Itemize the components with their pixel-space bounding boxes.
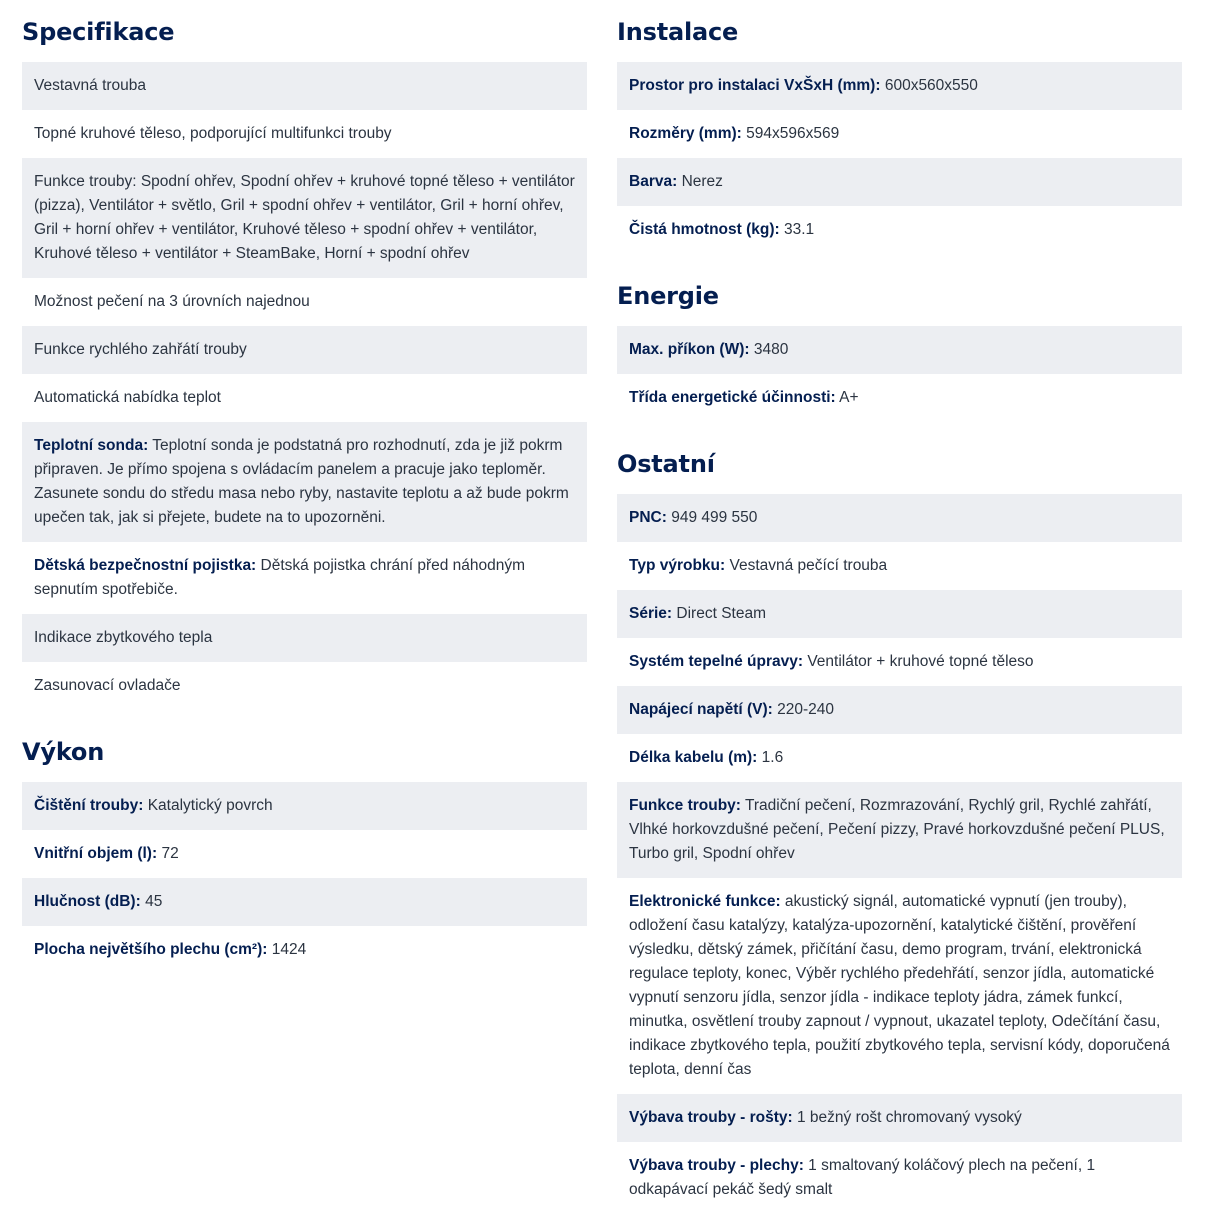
spec-label: Dětská bezpečnostní pojistka: [34,557,257,574]
spec-row [617,638,1182,686]
spec-label: Série: [629,605,673,622]
spec-value: Vestavná pečící trouba [729,557,888,574]
section-title: Specifikace [22,18,175,46]
spec-label: Max. příkon (W): [629,341,750,358]
spec-value: 1.6 [761,749,784,766]
spec-row [617,62,1182,110]
spec-row [22,542,587,614]
spec-row [22,278,587,326]
spec-value: Vestavná trouba [34,77,147,94]
section-title: Výkon [22,738,105,766]
spec-row [617,542,1182,590]
spec-value: Indikace zbytkového tepla [34,629,213,646]
spec-label: Prostor pro instalaci VxŠxH (mm): [629,77,881,94]
spec-label: Systém tepelné úpravy: [629,653,804,670]
section-specifikace [22,0,587,710]
spec-list [22,62,587,710]
section-vykon [22,710,587,974]
left-column [22,0,587,974]
spec-value: Topné kruhové těleso, podporující multifunkci trouby [34,125,392,142]
spec-row [617,326,1182,374]
spec-value: Dětská pojistka chrání před náhodným sepnutím spotřebiče. [34,557,526,598]
spec-value: Automatická nabídka teplot [34,389,221,406]
spec-label: Třída energetické účinnosti: [629,389,836,406]
spec-list [22,782,587,974]
spec-value: Funkce trouby: Spodní ohřev, Spodní ohřev + kruhové topné těleso + ventilátor (pizza), Ventilátor + světlo, Gril + spodní ohřev + ventilátor, Gril + horní ohřev, Gril + horní ohřev + ventilátor, Kruhové těleso + spodní ohřev + ventilátor, Kruhové těleso + ventilátor + SteamBake, Horní + spodní ohřev [34,173,575,262]
spec-value: akustický signál, automatické vypnutí (jen trouby), odložení času katalýzy, katalýza-upozornění, katalytické čištění, prověření výsledku, dětský zámek, přičítání času, demo program, trvání, elektronická regulace teploty, konec, Výběr rychlého předehřátí, senzor jídla, automatické vypnutí senzoru jídla, senzor jídla - indikace teploty jádra, zámek funkcí, minutka, osvětlení trouby zapnout / vypnout, ukazatel teploty, Odečítání času, indikace zbytkového tepla, použití zbytkového tepla, servisní kódy, doporučená teplota, denní čas [629,893,1170,1078]
spec-value: 594x596x569 [746,125,840,142]
spec-list [617,62,1182,254]
spec-label: Hlučnost (dB): [34,893,141,910]
spec-value: 1 bežný rošt chromovaný vysoký [796,1109,1022,1126]
spec-row [22,662,587,710]
spec-row [22,158,587,278]
spec-value: 72 [161,845,179,862]
spec-label: Napájecí napětí (V): [629,701,773,718]
spec-value: Katalytický povrch [147,797,273,814]
spec-label: Čištění trouby: [34,797,144,814]
section-energie [617,254,1182,422]
spec-value: Ventilátor + kruhové topné těleso [807,653,1034,670]
spec-value: 3480 [753,341,789,358]
spec-list [617,326,1182,422]
spec-row [617,206,1182,254]
spec-row [22,62,587,110]
spec-value: 949 499 550 [671,509,758,526]
spec-row [22,830,587,878]
spec-row [22,614,587,662]
spec-label: Délka kabelu (m): [629,749,758,766]
spec-label: Čistá hmotnost (kg): [629,221,780,238]
spec-value: 220-240 [777,701,835,718]
spec-value: Možnost pečení na 3 úrovních najednou [34,293,310,310]
section-title: Ostatní [617,450,715,478]
spec-value: Direct Steam [676,605,766,622]
spec-row [617,374,1182,422]
spec-label: Výbava trouby - plechy: [629,1157,804,1174]
spec-value: A+ [839,389,859,406]
section-instalace [617,0,1182,254]
spec-row [22,326,587,374]
spec-label: Vnitřní objem (l): [34,845,158,862]
spec-value: Tradiční pečení, Rozmrazování, Rychlý gril, Rychlé zahřátí, Vlhké horkovzdušné pečení, Pečení pizzy, Pravé horkovzdušné pečení PLUS, Turbo gril, Spodní ohřev [629,797,1165,862]
right-column [617,0,1182,1214]
spec-label: Teplotní sonda: [34,437,149,454]
spec-row [617,734,1182,782]
spec-row [617,158,1182,206]
spec-label: Elektronické funkce: [629,893,781,910]
spec-label: Funkce trouby: [629,797,741,814]
spec-value: 1 smaltovaný koláčový plech na pečení, 1 odkapávací pekáč šedý smalt [629,1157,1096,1198]
spec-label: Rozměry (mm): [629,125,742,142]
spec-label: Barva: [629,173,678,190]
spec-row [617,494,1182,542]
spec-row [617,878,1182,1094]
spec-value: Teplotní sonda je podstatná pro rozhodnutí, zda je již pokrm připraven. Je přímo spojena s ovládacím panelem a pracuje jako teploměr. Zasunete sondu do středu masa nebo ryby, nastavite teplotu a až bude pokrm upečen tak, jak si přejete, budete na to upozorněni. [34,437,569,526]
spec-value: Nerez [681,173,723,190]
spec-row [22,422,587,542]
spec-value: 600x560x550 [884,77,978,94]
spec-row [22,782,587,830]
spec-label: Typ výrobku: [629,557,726,574]
spec-row [22,878,587,926]
spec-row [22,926,587,974]
spec-row [617,1094,1182,1142]
spec-label: PNC: [629,509,667,526]
spec-value: 33.1 [784,221,815,238]
spec-row [22,110,587,158]
spec-row [617,782,1182,878]
spec-row [617,1142,1182,1214]
spec-value: 1424 [271,941,307,958]
spec-label: Plocha největšího plechu (cm²): [34,941,268,958]
spec-label: Výbava trouby - rošty: [629,1109,793,1126]
section-title: Energie [617,282,719,310]
section-title: Instalace [617,18,739,46]
spec-row [617,110,1182,158]
spec-row [617,590,1182,638]
spec-value: 45 [145,893,163,910]
spec-row [617,686,1182,734]
spec-value: Funkce rychlého zahřátí trouby [34,341,247,358]
spec-list [617,494,1182,1214]
spec-value: Zasunovací ovladače [34,677,181,694]
section-ostatni [617,422,1182,1214]
spec-row [22,374,587,422]
